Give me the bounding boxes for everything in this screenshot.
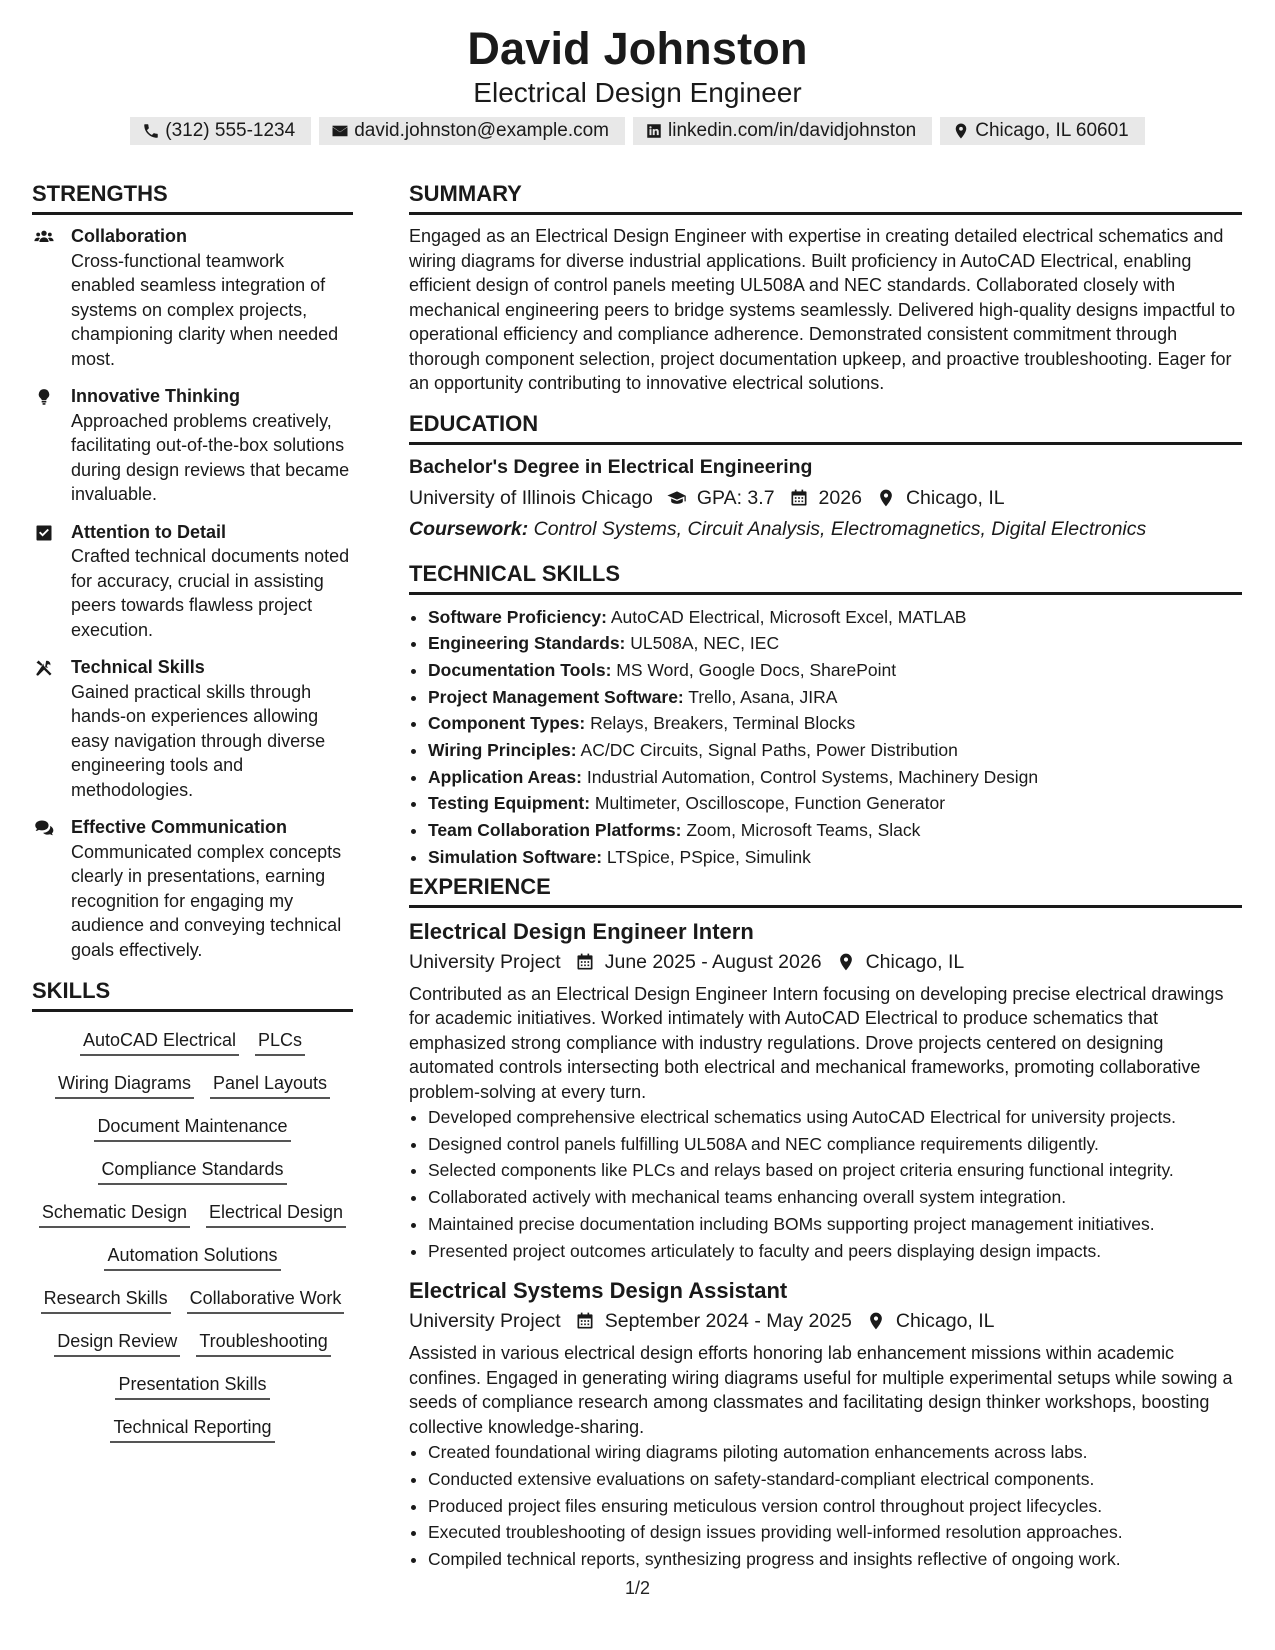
strength-item (32, 655, 353, 802)
skill-tag: Research Skills (41, 1285, 171, 1314)
strength-item (32, 520, 353, 643)
job-bullets (409, 1104, 1242, 1264)
contact-linkedin-text: linkedin.com/in/davidjohnston (668, 120, 917, 141)
list-item (428, 657, 1242, 684)
skill-label: Documentation Tools: (428, 659, 612, 680)
experience-heading: EXPERIENCE (409, 871, 1242, 908)
job-location: Chicago, IL (895, 1310, 995, 1333)
contact-linkedin[interactable] (633, 117, 932, 145)
strength-title: Effective Communication (71, 817, 288, 837)
job-org: University Project (409, 1310, 561, 1333)
page-number: 1/2 (624, 1578, 651, 1598)
strength-desc: Cross-functional teamwork enabled seamless integration of systems on complex projects, championing clarity when needed most. (71, 250, 339, 369)
skill-tag: Electrical Design (206, 1199, 346, 1228)
comments-icon (34, 818, 54, 838)
list-item: • Designed control panels fulfilling UL508A and NEC compliance requirements diligently. (428, 1131, 1242, 1158)
resume-header (0, 0, 1275, 145)
job-title: Electrical Systems Design Assistant (409, 1278, 788, 1304)
strength-item (32, 384, 353, 507)
map-pin-icon (876, 488, 896, 508)
list-item: • Presented project outcomes articulately to faculty and peers displaying design impacts. (428, 1238, 1242, 1265)
job-dates: September 2024 - May 2025 (604, 1310, 852, 1333)
skill-label: Project Management Software: (428, 686, 684, 707)
list-item (428, 684, 1242, 711)
job-description: Contributed as an Electrical Design Engineer Intern focusing on developing precise electrical drawings for academic initiatives. Worked intimately with AutoCAD Electrical to produce schematics that emphasized strong compliance with industry regulations. Drove projects centered on designing automated controls intersecting both electrical and mechanical frameworks, promoting collaborative problem-solving at every turn. (409, 983, 1224, 1102)
list-item: • Executed troubleshooting of design issues providing well-informed resolution approaches. (428, 1519, 1242, 1546)
job-org: University Project (409, 950, 561, 973)
skill-tag: Schematic Design (39, 1199, 190, 1228)
strength-desc: Gained practical skills through hands-on experiences allowing easy navigation through diverse engineering tools and methodologies. (71, 681, 326, 800)
list-item: • Created foundational wiring diagrams piloting automation enhancements across labs. (428, 1439, 1242, 1466)
left-column (32, 178, 353, 1443)
candidate-name: David Johnston (467, 23, 808, 74)
right-column (409, 178, 1242, 1585)
skill-tag: Design Review (54, 1328, 180, 1357)
skill-tag: PLCs (255, 1027, 305, 1056)
skill-tag: Compliance Standards (98, 1156, 286, 1185)
skill-value: AutoCAD Electrical, Microsoft Excel, MATLAB (610, 606, 967, 627)
skill-value: Multimeter, Oscilloscope, Function Generator (594, 793, 946, 814)
calendar-icon (789, 488, 809, 508)
skill-value: Zoom, Microsoft Teams, Slack (686, 820, 921, 841)
skill-value: MS Word, Google Docs, SharePoint (616, 659, 897, 680)
skill-value: UL508A, NEC, IEC (630, 633, 780, 654)
education-heading: EDUCATION (409, 408, 1242, 445)
job-location: Chicago, IL (865, 950, 965, 973)
skills-heading: SKILLS (32, 975, 353, 1012)
calendar-icon (575, 952, 595, 972)
school-name: University of Illinois Chicago (409, 486, 653, 509)
list-item: • Produced project files ensuring meticulous version control throughout project lifecycles. (428, 1493, 1242, 1520)
strength-item (32, 815, 353, 962)
list-item (428, 604, 1242, 631)
skill-tag: Wiring Diagrams (55, 1070, 194, 1099)
map-pin-icon (866, 1311, 886, 1331)
map-pin-icon (952, 122, 970, 140)
graduation-cap-icon (667, 488, 687, 508)
coursework-label: Coursework: (409, 517, 529, 540)
graduation-year: 2026 (818, 486, 862, 509)
skill-value: AC/DC Circuits, Signal Paths, Power Distribution (580, 740, 958, 761)
contact-location (940, 117, 1145, 145)
coursework-list: Control Systems, Circuit Analysis, Electromagnetics, Digital Electronics (533, 517, 1147, 540)
skill-tag: Automation Solutions (104, 1242, 280, 1271)
job-dates: June 2025 - August 2026 (604, 950, 822, 973)
coursework (409, 514, 1242, 544)
job-description: Assisted in various electrical design efforts honoring lab enhancement missions within academic confines. Engaged in generating wiring diagrams useful for multiple experimental setups while sowing a seeds of compliance research among classmates and facilitating design thinker workshops, boosting collective knowledge-sharing. (409, 1343, 1233, 1437)
job-meta (409, 947, 1242, 977)
users-icon (34, 227, 54, 247)
list-item: • Developed comprehensive electrical schematics using AutoCAD Electrical for university projects. (428, 1104, 1242, 1131)
skill-tag: Troubleshooting (196, 1328, 330, 1357)
summary-text: Engaged as an Electrical Design Engineer with expertise in creating detailed electrical schematics and wiring diagrams for diverse industrial applications. Built proficiency in AutoCAD Electrical, enabling efficient design of control panels meeting UL508A and NEC standards. Collaborated closely with mechanical engineering peers to bridge systems seamlessly. Delivered high-quality designs impactful to operational efficiency and compliance adherence. Demonstrated consistent commitment through thorough component selection, project documentation upkeep, and proactive troubleshooting. Eager for an opportunity contributing to innovative electrical solutions. (409, 226, 1236, 393)
contact-email-text: david.johnston@example.com (354, 120, 609, 141)
contact-bar (0, 117, 1275, 145)
skill-tag: Collaborative Work (187, 1285, 345, 1314)
lightbulb-icon (34, 387, 54, 407)
technical-skills-heading: TECHNICAL SKILLS (409, 558, 1242, 595)
map-pin-icon (836, 952, 856, 972)
skill-tag: AutoCAD Electrical (80, 1027, 239, 1056)
contact-phone-text: (312) 555-1234 (165, 120, 296, 141)
skill-label: Application Areas: (428, 766, 582, 787)
candidate-title: Electrical Design Engineer (473, 77, 802, 108)
skills-list (32, 1021, 353, 1443)
list-item (428, 764, 1242, 791)
list-item: • Compiled technical reports, synthesizing progress and insights reflective of ongoing work. (428, 1546, 1242, 1573)
strength-desc: Approached problems creatively, facilitating out-of-the-box solutions during design reviews that became invaluable. (71, 410, 350, 504)
list-item (428, 817, 1242, 844)
strength-item (32, 224, 353, 371)
job-bullets (409, 1439, 1242, 1573)
skill-value: Trello, Asana, JIRA (688, 686, 838, 707)
linkedin-icon (645, 122, 663, 140)
strength-title: Collaboration (71, 226, 187, 246)
skill-label: Team Collaboration Platforms: (428, 820, 682, 841)
calendar-icon (575, 1311, 595, 1331)
list-item (428, 710, 1242, 737)
list-item (428, 737, 1242, 764)
strength-title: Attention to Detail (71, 521, 226, 542)
skill-label: Component Types: (428, 713, 586, 734)
skill-tag: Document Maintenance (94, 1113, 290, 1142)
list-item (428, 844, 1242, 871)
skill-label: Engineering Standards: (428, 633, 626, 654)
checkbox-icon (34, 523, 54, 543)
skill-tag: Presentation Skills (115, 1371, 269, 1400)
job-meta (409, 1306, 1242, 1336)
skill-value: LTSpice, PSpice, Simulink (606, 846, 811, 867)
strength-title: Innovative Thinking (71, 386, 241, 406)
strengths-heading: STRENGTHS (32, 178, 353, 215)
contact-email[interactable] (319, 117, 625, 145)
envelope-icon (331, 122, 349, 140)
job-title: Electrical Design Engineer Intern (409, 918, 754, 944)
skill-label: Testing Equipment: (428, 793, 591, 814)
degree-title: Bachelor's Degree in Electrical Engineering (409, 455, 813, 478)
strength-title: Technical Skills (71, 657, 205, 677)
skill-tag: Panel Layouts (210, 1070, 330, 1099)
contact-phone[interactable] (130, 117, 311, 145)
gpa: GPA: 3.7 (696, 486, 775, 509)
phone-icon (142, 122, 160, 140)
education-location: Chicago, IL (905, 486, 1005, 509)
strength-desc: Crafted technical documents noted for accuracy, crucial in assisting peers towards flawless project execution. (71, 546, 350, 640)
list-item: • Collaborated actively with mechanical teams enhancing overall system integration. (428, 1184, 1242, 1211)
skill-tag: Technical Reporting (110, 1414, 274, 1443)
skill-value: Relays, Breakers, Terminal Blocks (590, 713, 856, 734)
contact-location-text: Chicago, IL 60601 (975, 120, 1129, 141)
list-item: • Maintained precise documentation including BOMs supporting project management initiatives. (428, 1211, 1242, 1238)
list-item: • Conducted extensive evaluations on safety-standard-compliant electrical components. (428, 1466, 1242, 1493)
list-item (428, 790, 1242, 817)
tools-icon (34, 658, 54, 678)
experience-entry (409, 917, 1242, 1265)
skill-label: Software Proficiency: (428, 606, 607, 627)
list-item: • Selected components like PLCs and relays based on project criteria ensuring functional integrity. (428, 1157, 1242, 1184)
education-meta (409, 483, 1242, 513)
technical-skills-list (409, 604, 1242, 871)
list-item (428, 630, 1242, 657)
skill-label: Simulation Software: (428, 846, 603, 867)
strength-desc: Communicated complex concepts clearly in presentations, earning recognition for engaging my audience and conveying technical goals effectively. (71, 841, 342, 960)
summary-heading: SUMMARY (409, 178, 1242, 215)
skill-label: Wiring Principles: (428, 740, 577, 761)
experience-entry (409, 1276, 1242, 1573)
skill-value: Industrial Automation, Control Systems, Machinery Design (586, 766, 1039, 787)
